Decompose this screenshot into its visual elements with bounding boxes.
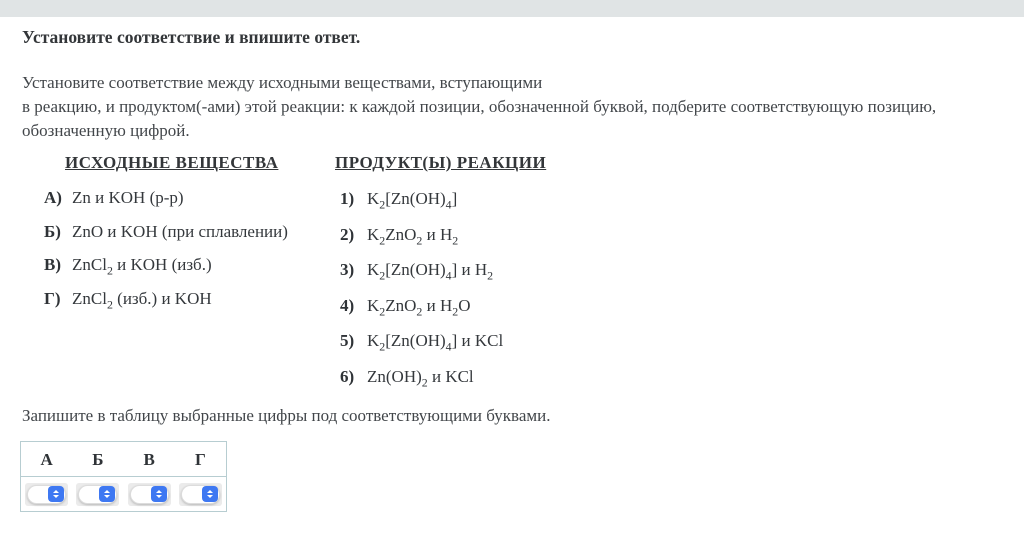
stepper-v[interactable] [151,486,167,502]
answer-spinner-v[interactable] [128,483,171,506]
answer-cell-g [175,483,226,506]
products-list [340,189,503,403]
answer-input-row [21,477,226,511]
stepper-down-icon[interactable] [207,495,213,498]
page-title: Установите соответствие и впишите ответ. [22,27,361,47]
stepper-up-icon[interactable] [207,490,213,493]
instructions-line-2: в реакцию, и продуктом(-ами) этой реакции: к каждой позиции, обозначенной буквой, подберите соответствующую позицию, [22,97,937,116]
task-instructions [22,71,936,143]
product-item-2 [340,225,503,261]
product-item-6 [340,367,503,403]
reactant-item-g [44,289,288,323]
item-label: 6) [340,366,355,386]
item-formula: Zn и KOH (р-р) [72,188,184,207]
item-formula: ZnCl$_2$ (изб.) и KOH [72,288,212,311]
item-label: 1) [340,189,355,208]
answer-prompt: Запишите в таблицу выбранные цифры под соответствующими буквами. [22,406,551,425]
stepper-up-icon[interactable] [53,490,59,493]
item-label: Г) [44,288,61,308]
product-item-3 [340,260,503,296]
stepper-up-icon[interactable] [156,490,162,493]
item-formula: $K_2[Zn(OH)_4]$ и KCl [367,331,504,354]
answer-header-v: В [143,450,155,469]
item-formula: $Zn(OH)_2$ и KCl [367,366,474,390]
item-label: 5) [340,331,355,351]
item-label: 2) [340,224,355,244]
item-formula: $K_2[Zn(OH)_4]$ и $H_2$ [367,260,494,283]
answer-table [20,441,227,512]
product-item-1 [340,189,503,225]
item-formula: ZnCl$_2$ и KOH (изб.) [72,255,212,278]
answer-spinner-g[interactable] [179,483,222,506]
stepper-g[interactable] [202,486,218,502]
reactant-item-v [44,255,288,289]
product-item-5 [340,331,503,367]
answer-header-row [21,442,226,477]
item-label: 4) [340,295,355,315]
stepper-up-icon[interactable] [104,490,110,493]
item-formula: $K_2ZnO_2$ и $H_2$ [367,224,459,247]
stepper-down-icon[interactable] [104,495,110,498]
item-formula: ZnO и KOH (при сплавлении) [72,221,288,241]
answer-header-b: Б [92,450,104,469]
answer-spinner-b[interactable] [76,483,119,506]
answer-spinner-a[interactable] [25,483,68,506]
item-formula: $K_2ZnO_2$ и $H_2O$ [367,295,471,319]
answer-cell-a [21,483,72,506]
item-label: В) [44,255,61,274]
answer-cell-v [124,483,175,506]
column-header-products: ПРОДУКТ(Ы) РЕАКЦИИ [335,153,547,172]
stepper-a[interactable] [48,486,64,502]
reactant-item-b [44,222,288,256]
reactants-list [44,188,288,322]
instructions-line-3: обозначенную цифрой. [22,121,190,140]
instructions-line-1: Установите соответствие между исходными веществами, вступающими [22,73,543,92]
item-formula: $K_2[Zn(OH)_4]$ [367,189,458,212]
column-header-reactants: ИСХОДНЫЕ ВЕЩЕСТВА [65,153,279,172]
stepper-down-icon[interactable] [53,495,59,498]
stepper-down-icon[interactable] [156,495,162,498]
item-label: 3) [340,260,355,280]
answer-header-g: Г [194,450,206,469]
reactant-item-a [44,188,288,222]
top-bar [0,0,1024,17]
item-label: Б) [44,221,61,241]
item-label: А) [44,188,62,207]
stepper-b[interactable] [99,486,115,502]
product-item-4 [340,296,503,332]
answer-header-a: А [40,450,53,469]
answer-cell-b [72,483,123,506]
